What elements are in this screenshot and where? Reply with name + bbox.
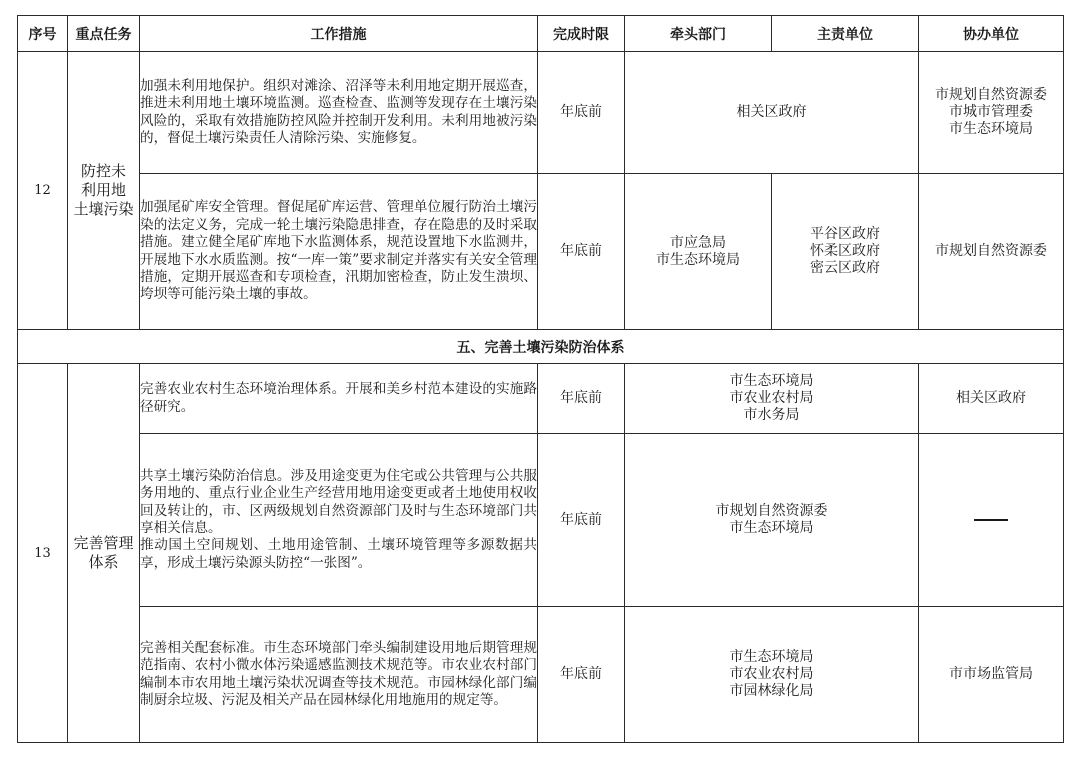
assist-unit: 相关区政府 — [956, 390, 1026, 406]
lead-unit: 市应急局 — [670, 234, 726, 251]
deadline-cell: 年底前 — [538, 174, 625, 330]
assist-unit: 市规划自然资源委 — [935, 87, 1047, 103]
lead-unit: 市生态环境局 — [729, 373, 814, 389]
header-row — [18, 16, 1064, 52]
responsible-unit: 怀柔区政府 — [810, 243, 880, 259]
work-plan-table — [17, 15, 1064, 743]
assist-unit: 市城市管理委 — [949, 104, 1033, 120]
task-name-line: 利用地 — [80, 181, 126, 199]
header-assist: 协办单位 — [919, 16, 1064, 52]
deadline-cell: 年底前 — [538, 607, 625, 743]
header-measures: 工作措施 — [140, 16, 538, 52]
measure-cell: 加强未利用地保护。组织对滩涂、沼泽等未利用地定期开展巡查，推进未利用地土壤环境监测。巡查检查、监测等发现存在土壤污染风险的，采取有效措施防控风险并控制开发利用。未利用地被污染的，督促土壤污染责任人清除污染、实施修复。 — [140, 52, 538, 174]
task-name — [68, 52, 140, 330]
responsible-unit: 平谷区政府 — [810, 226, 880, 242]
deadline-cell: 年底前 — [538, 364, 625, 434]
assist-unit: 市生态环境局 — [949, 121, 1033, 137]
section-title: 五、完善土壤污染防治体系 — [18, 330, 1064, 364]
assist-unit: 市市场监管局 — [949, 666, 1033, 682]
task-name — [68, 364, 140, 743]
lead-unit: 市规划自然资源委 — [715, 503, 828, 519]
task-seq: 12 — [18, 52, 68, 330]
measure-cell — [140, 434, 538, 607]
assist-cell — [919, 174, 1064, 330]
task-name-line: 防控未 — [80, 162, 126, 180]
table-row — [18, 364, 1064, 434]
lead-responsible-cell: 相关区政府 — [625, 52, 919, 174]
header-responsible: 主责单位 — [772, 16, 919, 52]
lead-responsible-cell — [625, 434, 919, 607]
responsible-cell — [772, 174, 919, 330]
lead-unit: 市水务局 — [743, 407, 800, 423]
lead-responsible-cell — [625, 364, 919, 434]
empty-dash — [974, 519, 1008, 521]
assist-unit: 市规划自然资源委 — [935, 243, 1047, 259]
task-seq: 13 — [18, 364, 68, 743]
lead-unit: 市园林绿化局 — [729, 683, 814, 699]
lead-unit: 市生态环境局 — [656, 251, 740, 268]
measure-cell: 完善相关配套标准。市生态环境部门牵头编制建设用地后期管理规范指南、农村小微水体污染遥感监测技术规范等。市农业农村部门编制本市农用地土壤污染状况调查等技术规范。市园林绿化部门编制厨余垃圾、污泥及相关产品在园林绿化用地施用的规定等。 — [140, 607, 538, 743]
header-task: 重点任务 — [68, 16, 140, 52]
lead-unit: 市生态环境局 — [729, 520, 814, 536]
table-row — [18, 434, 1064, 607]
header-deadline: 完成时限 — [538, 16, 625, 52]
deadline-cell: 年底前 — [538, 434, 625, 607]
measure-paragraph: 共享土壤污染防治信息。涉及用途变更为住宅或公共管理与公共服务用地的、重点行业企业生产经营用地用途变更或者土地使用权收回及转让的，市、区两级规划自然资源部门及时与生态环境部门共享相关信息。 — [140, 467, 537, 536]
section-row — [18, 330, 1064, 364]
deadline-cell: 年底前 — [538, 52, 625, 174]
measure-cell: 加强尾矿库安全管理。督促尾矿库运营、管理单位履行防治土壤污染的法定义务，完成一轮土壤污染隐患排查，存在隐患的及时采取措施。建立健全尾矿库地下水监测体系，规范设置地下水监测井，开展地下水水质监测。按“一库一策”要求制定并落实有关安全管理措施，定期开展巡查和专项检查，汛期加密检查，防止发生溃坝、垮坝等可能污染土壤的事故。 — [140, 174, 538, 330]
table-row — [18, 52, 1064, 174]
responsible-unit: 密云区政府 — [810, 260, 880, 276]
assist-cell — [919, 52, 1064, 174]
measure-cell: 完善农业农村生态环境治理体系。开展和美乡村范本建设的实施路径研究。 — [140, 364, 538, 434]
measure-paragraph: 推动国土空间规划、土地用途管制、土壤环境管理等多源数据共享，形成土壤污染源头防控“一张图”。 — [140, 537, 537, 571]
header-lead: 牵头部门 — [625, 16, 772, 52]
lead-unit: 市农业农村局 — [729, 390, 814, 406]
lead-unit: 市农业农村局 — [729, 666, 814, 682]
table-row — [18, 174, 1064, 330]
lead-cell — [625, 174, 772, 330]
lead-unit: 市生态环境局 — [729, 649, 814, 665]
table-row — [18, 607, 1064, 743]
assist-cell — [919, 364, 1064, 434]
lead-responsible-cell — [625, 607, 919, 743]
task-name-line: 体系 — [88, 553, 119, 571]
task-name-line: 土壤污染 — [73, 200, 134, 218]
assist-cell — [919, 434, 1064, 607]
header-seq: 序号 — [18, 16, 68, 52]
assist-cell — [919, 607, 1064, 743]
task-name-line: 完善管理 — [73, 534, 134, 552]
